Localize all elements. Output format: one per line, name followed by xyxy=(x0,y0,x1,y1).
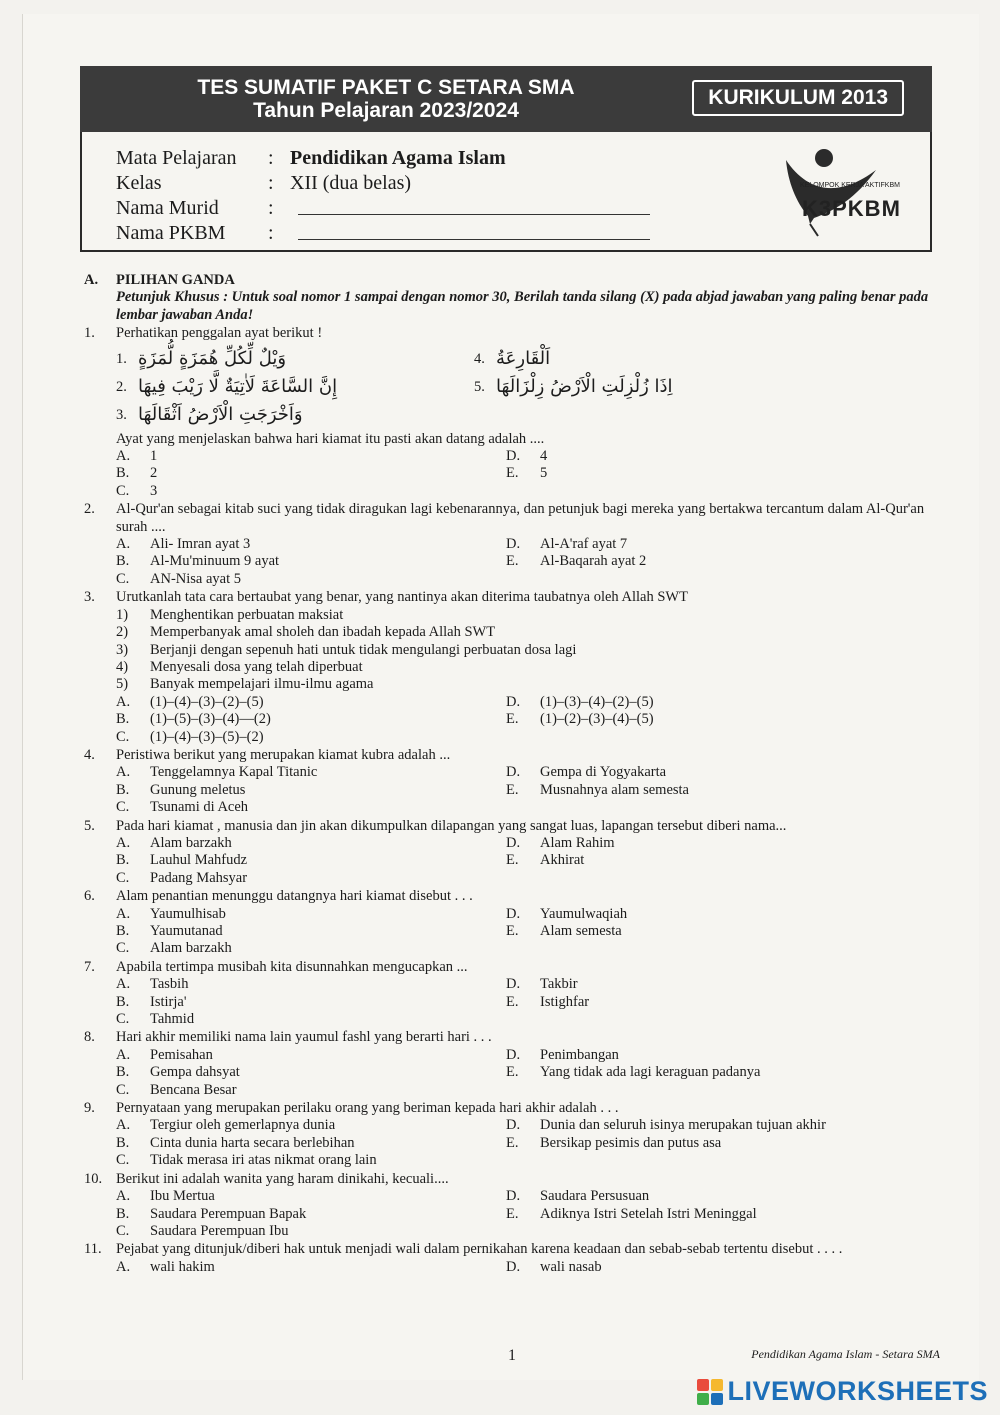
answer-option[interactable] xyxy=(116,536,506,553)
field-value: Pendidikan Agama Islam xyxy=(290,147,506,169)
header-field-row xyxy=(116,196,650,221)
option-letter: A. xyxy=(116,1188,131,1205)
option-text: Tsunami di Aceh xyxy=(150,799,249,816)
option-text: Tasbih xyxy=(150,976,189,993)
answer-option[interactable] xyxy=(116,694,506,711)
answer-option[interactable] xyxy=(506,448,940,465)
question-text: Apabila tertimpa musibah kita disunnahkan mengucapkan ... xyxy=(116,958,468,975)
answer-options xyxy=(116,1047,940,1099)
option-letter: C. xyxy=(116,1222,130,1239)
option-letter: E. xyxy=(506,711,519,728)
answer-options xyxy=(116,835,940,887)
answer-option[interactable] xyxy=(116,1206,506,1223)
question-item xyxy=(84,888,940,958)
option-text: Bersikap pesimis dan putus asa xyxy=(540,1134,722,1151)
answer-option[interactable] xyxy=(506,1047,940,1064)
answer-option[interactable] xyxy=(116,1064,506,1081)
step-number: 1) xyxy=(116,606,129,623)
option-text: (1)–(3)–(4)–(2)–(5) xyxy=(540,693,654,710)
option-text: 1 xyxy=(150,448,158,465)
answer-option[interactable] xyxy=(506,1135,940,1152)
question-item xyxy=(84,747,940,817)
arabic-verse xyxy=(116,347,474,371)
step-text: Menghentikan perbuatan maksiat xyxy=(150,606,344,623)
option-text: Al-Baqarah ayat 2 xyxy=(540,553,647,570)
option-letter: A. xyxy=(116,1117,131,1134)
arabic-verse xyxy=(116,403,474,427)
verse-text: إِنَّ السَّاعَةَ لَاٰتِيَةٌ لَّا رَيْبَ فِيهَا xyxy=(138,375,338,397)
question-stem xyxy=(84,1100,940,1117)
answer-options xyxy=(116,448,940,500)
field-label: Mata Pelajaran xyxy=(116,147,237,169)
answer-option[interactable] xyxy=(506,994,940,1011)
question-text: Perhatikan penggalan ayat berikut ! xyxy=(116,325,323,342)
option-letter: D. xyxy=(506,693,521,710)
question-item xyxy=(84,325,940,500)
answer-option[interactable] xyxy=(506,835,940,852)
option-letter: E. xyxy=(506,1205,519,1222)
option-letter: C. xyxy=(116,1081,130,1098)
answer-option[interactable] xyxy=(116,1188,506,1205)
header-field-row xyxy=(116,221,650,246)
question-stem xyxy=(84,1029,940,1046)
option-letter: B. xyxy=(116,1134,130,1151)
question-item xyxy=(84,1241,940,1276)
answer-option[interactable] xyxy=(506,782,940,799)
step-text: Memperbanyak amal sholeh dan ibadah kepada Allah SWT xyxy=(150,624,496,641)
section-title: PILIHAN GANDA xyxy=(116,272,235,288)
option-spacer xyxy=(506,571,940,588)
option-letter: A. xyxy=(116,1258,131,1275)
option-text: Pemisahan xyxy=(150,1046,213,1063)
option-letter: B. xyxy=(116,711,130,728)
option-letter: C. xyxy=(116,570,130,587)
question-stem xyxy=(84,747,940,764)
option-letter: D. xyxy=(506,536,521,553)
verse-text: وَاَخْرَجَتِ الْاَرْضُ اَثْقَالَهَا xyxy=(138,403,303,425)
step-item xyxy=(116,676,940,693)
option-letter: B. xyxy=(116,1064,130,1081)
option-letter: C. xyxy=(116,482,130,499)
option-text: Penimbangan xyxy=(540,1046,619,1063)
question-number: 10. xyxy=(84,1170,103,1187)
step-item xyxy=(116,607,940,624)
section-heading xyxy=(84,272,940,289)
field-separator: : xyxy=(268,222,274,244)
question-item xyxy=(84,959,940,1029)
option-letter: C. xyxy=(116,1011,130,1028)
option-letter: D. xyxy=(506,1188,521,1205)
step-number: 5) xyxy=(116,676,129,693)
option-text: Istighfar xyxy=(540,993,590,1010)
answer-option[interactable] xyxy=(506,694,940,711)
field-label: Kelas xyxy=(116,172,162,194)
question-text: Pejabat yang ditunjuk/diberi hak untuk menjadi wali dalam pernikahan karena keadaan dan sebab-sebab tertentu disebut . . . . xyxy=(116,1241,843,1258)
answer-options xyxy=(116,764,940,816)
answer-option[interactable] xyxy=(116,1259,506,1276)
option-letter: A. xyxy=(116,536,131,553)
option-text: Gunung meletus xyxy=(150,781,246,798)
option-spacer xyxy=(506,483,940,500)
option-letter: D. xyxy=(506,764,521,781)
option-letter: B. xyxy=(116,923,130,939)
pen-logo-icon xyxy=(766,140,916,240)
answer-options xyxy=(116,906,940,958)
verse-number: 3. xyxy=(116,406,127,423)
question-stem xyxy=(84,325,940,342)
field-separator: : xyxy=(268,197,274,219)
question-stem xyxy=(84,1241,940,1258)
option-letter: B. xyxy=(116,852,130,869)
question-text: Berikut ini adalah wanita yang haram dinikahi, kecuali.... xyxy=(116,1170,449,1187)
question-text: Hari akhir memiliki nama lain yaumul fashl yang berarti hari . . . xyxy=(116,1029,492,1046)
option-text: Saudara Persusuan xyxy=(540,1188,650,1205)
option-letter: E. xyxy=(506,465,519,482)
answer-option[interactable] xyxy=(116,994,506,1011)
header-banner xyxy=(80,66,932,132)
answer-option[interactable] xyxy=(116,764,506,781)
answer-options xyxy=(116,1188,940,1240)
answer-option[interactable] xyxy=(116,448,506,465)
field-label: Nama Murid xyxy=(116,197,219,219)
question-text: Al-Qur'an sebagai kitab suci yang tidak diragukan lagi kebenarannya, dan petunjuk bagi mereka yang bertakwa tercantum dalam Al-Qur'an surah .... xyxy=(116,501,925,535)
question-item xyxy=(84,1171,940,1241)
title-line-2: Tahun Pelajaran 2023/2024 xyxy=(253,99,519,122)
question-text: Pernyataan yang merupakan perilaku orang yang beriman kepada hari akhir adalah . . . xyxy=(116,1100,619,1117)
answer-option[interactable] xyxy=(116,1223,506,1240)
option-text: Alam semesta xyxy=(540,923,622,939)
answer-options xyxy=(116,976,940,1028)
step-number: 3) xyxy=(116,641,129,658)
answer-option[interactable] xyxy=(506,976,940,993)
verse-number: 2. xyxy=(116,378,127,395)
option-letter: E. xyxy=(506,1134,519,1151)
option-letter: E. xyxy=(506,1064,519,1081)
option-letter: E. xyxy=(506,923,519,939)
page-number: 1 xyxy=(508,1347,516,1364)
option-letter: D. xyxy=(506,1258,521,1275)
answer-option[interactable] xyxy=(506,465,940,482)
logo-caption: KELOMPOK KERJA AKTIFKBM xyxy=(800,182,900,189)
arabic-verse xyxy=(474,347,940,371)
answer-option[interactable] xyxy=(116,553,506,570)
option-text: Lauhul Mahfudz xyxy=(150,852,248,869)
option-text: Tenggelamnya Kapal Titanic xyxy=(150,764,318,781)
question-stem xyxy=(84,818,940,835)
option-spacer xyxy=(506,1223,940,1240)
option-spacer xyxy=(506,1152,940,1169)
option-letter: B. xyxy=(116,553,130,570)
curriculum-badge: KURIKULUM 2013 xyxy=(692,80,904,116)
answer-option[interactable] xyxy=(116,870,506,887)
verse-number: 5. xyxy=(474,378,485,395)
option-spacer xyxy=(506,870,940,887)
k3pkbm-logo xyxy=(766,140,916,240)
answer-option[interactable] xyxy=(116,1082,506,1099)
option-text: Cinta dunia harta secara berlebihan xyxy=(150,1134,355,1151)
arabic-verses xyxy=(116,347,940,427)
answer-option[interactable] xyxy=(506,906,940,923)
field-blank-line[interactable] xyxy=(298,196,650,215)
answer-option[interactable] xyxy=(506,711,940,728)
option-text: Yaumulwaqiah xyxy=(540,905,628,922)
option-text: Saudara Perempuan Ibu xyxy=(150,1222,289,1239)
verse-text: اَلْقَارِعَةُ xyxy=(496,347,551,369)
arabic-verse xyxy=(116,375,474,399)
option-letter: C. xyxy=(116,728,130,745)
verse-number: 1. xyxy=(116,350,127,367)
option-spacer xyxy=(506,940,940,957)
answer-option[interactable] xyxy=(116,483,506,500)
option-text: Bencana Besar xyxy=(150,1081,237,1098)
answer-option[interactable] xyxy=(506,1259,940,1276)
option-text: Yaumutanad xyxy=(150,923,223,939)
step-text: Banyak mempelajari ilmu-ilmu agama xyxy=(150,676,374,693)
answer-options xyxy=(116,1259,940,1276)
step-item xyxy=(116,624,940,641)
step-item xyxy=(116,642,940,659)
option-spacer xyxy=(506,729,940,746)
title-line-1: TES SUMATIF PAKET C SETARA SMA xyxy=(197,76,575,99)
option-letter: A. xyxy=(116,905,131,922)
question-stem xyxy=(84,959,940,976)
answer-option[interactable] xyxy=(506,1117,940,1134)
answer-option[interactable] xyxy=(116,571,506,588)
answer-option[interactable] xyxy=(116,465,506,482)
option-letter: E. xyxy=(506,553,519,570)
option-letter: A. xyxy=(116,976,131,993)
liveworksheets-logo-icon xyxy=(697,1379,723,1405)
option-text: Ibu Mertua xyxy=(150,1188,215,1205)
option-text: 3 xyxy=(150,482,158,499)
step-text: Menyesali dosa yang telah diperbuat xyxy=(150,658,363,675)
option-letter: C. xyxy=(116,1152,130,1169)
option-text: 4 xyxy=(540,448,548,465)
question-number: 5. xyxy=(84,817,95,834)
answer-option[interactable] xyxy=(116,835,506,852)
question-text: Urutkanlah tata cara bertaubat yang benar, yang nantinya akan diterima taubatnya oleh Allah SWT xyxy=(116,589,688,606)
question-number: 11. xyxy=(84,1241,102,1258)
question-stem xyxy=(84,888,940,905)
answer-option[interactable] xyxy=(116,976,506,993)
option-letter: C. xyxy=(116,869,130,886)
question-number: 9. xyxy=(84,1100,95,1117)
option-text: Alam Rahim xyxy=(540,834,615,851)
field-separator: : xyxy=(268,147,274,169)
option-letter: A. xyxy=(116,1046,131,1063)
answer-option[interactable] xyxy=(506,1206,940,1223)
option-text: Takbir xyxy=(540,976,578,993)
question-prompt: Ayat yang menjelaskan bahwa hari kiamat itu pasti akan datang adalah .... xyxy=(116,430,545,447)
step-list xyxy=(116,607,940,694)
option-text: Al-Mu'minuum 9 ayat xyxy=(150,553,280,570)
liveworksheets-brand[interactable] xyxy=(697,1376,988,1407)
option-spacer xyxy=(506,1011,940,1028)
answer-option[interactable] xyxy=(116,711,506,728)
field-blank-line[interactable] xyxy=(298,221,650,240)
option-letter: A. xyxy=(116,834,131,851)
option-spacer xyxy=(506,1082,940,1099)
field-separator: : xyxy=(268,172,274,194)
option-text: Tergiur oleh gemerlapnya dunia xyxy=(150,1117,336,1134)
question-number: 2. xyxy=(84,501,95,518)
option-text: wali hakim xyxy=(150,1258,215,1275)
question-number: 8. xyxy=(84,1029,95,1046)
answer-option[interactable] xyxy=(116,1011,506,1028)
logo-text: K3PKBM xyxy=(802,196,901,221)
answer-option[interactable] xyxy=(116,1117,506,1134)
option-letter: E. xyxy=(506,781,519,798)
question-number: 6. xyxy=(84,888,95,905)
option-letter: E. xyxy=(506,852,519,869)
question-item xyxy=(84,501,940,588)
answer-option[interactable] xyxy=(116,729,506,746)
step-item xyxy=(116,659,940,676)
answer-option[interactable] xyxy=(116,852,506,869)
option-text: Akhirat xyxy=(540,852,585,869)
option-text: Saudara Perempuan Bapak xyxy=(150,1205,307,1222)
option-text: Alam barzakh xyxy=(150,834,232,851)
footer-subject: Pendidikan Agama Islam - Setara SMA xyxy=(751,1347,940,1361)
answer-option[interactable] xyxy=(506,536,940,553)
answer-option[interactable] xyxy=(506,553,940,570)
option-letter: A. xyxy=(116,693,131,710)
option-letter: C. xyxy=(116,940,130,957)
answer-option[interactable] xyxy=(116,1135,506,1152)
question-number: 3. xyxy=(84,589,95,606)
answer-option[interactable] xyxy=(116,1047,506,1064)
option-text: Musnahnya alam semesta xyxy=(540,781,689,798)
step-number: 4) xyxy=(116,658,129,675)
question-item xyxy=(84,1100,940,1170)
answer-option[interactable] xyxy=(506,1188,940,1205)
question-item xyxy=(84,818,940,888)
option-letter: D. xyxy=(506,976,521,993)
verse-text: اِذَا زُلْزِلَتِ الْاَرْضُ زِلْزَالَهَا xyxy=(496,375,673,397)
question-number: 4. xyxy=(84,746,95,763)
option-text: 5 xyxy=(540,465,548,482)
answer-option[interactable] xyxy=(116,923,506,940)
field-value: XII (dua belas) xyxy=(290,172,412,194)
option-text: Al-A'raf ayat 7 xyxy=(540,536,628,553)
option-text: (1)–(4)–(3)–(5)–(2) xyxy=(150,728,264,745)
option-text: Tidak merasa iri atas nikmat orang lain xyxy=(150,1152,377,1169)
option-text: (1)–(4)–(3)–(2)–(5) xyxy=(150,693,264,710)
option-text: Padang Mahsyar xyxy=(150,869,248,886)
option-text: Gempa di Yogyakarta xyxy=(540,764,667,781)
option-letter: B. xyxy=(116,465,130,482)
header-field-row xyxy=(116,171,650,196)
option-text: (1)–(2)–(3)–(4)–(5) xyxy=(540,711,654,728)
answer-option[interactable] xyxy=(116,782,506,799)
option-letter: B. xyxy=(116,1205,130,1222)
option-text: Alam barzakh xyxy=(150,940,232,957)
option-text: wali nasab xyxy=(540,1258,602,1275)
answer-option[interactable] xyxy=(116,940,506,957)
option-letter: C. xyxy=(116,799,130,816)
verse-text: وَيْلٌ لِّكُلِّ هُمَزَةٍ لُّمَزَةٍ xyxy=(138,347,287,369)
answer-option[interactable] xyxy=(506,923,940,940)
question-stem xyxy=(84,589,940,606)
question-text: Peristiwa berikut yang merupakan kiamat kubra adalah ... xyxy=(116,746,451,763)
answer-options xyxy=(116,536,940,588)
answer-options xyxy=(116,1117,940,1169)
option-text: Tahmid xyxy=(150,1011,195,1028)
answer-option[interactable] xyxy=(116,799,506,816)
option-text: Gempa dahsyat xyxy=(150,1064,240,1081)
field-label: Nama PKBM xyxy=(116,222,226,244)
question-item xyxy=(84,1029,940,1099)
option-letter: D. xyxy=(506,905,521,922)
step-text: Berjanji dengan sepenuh hati untuk tidak mengulangi perbuatan dosa lagi xyxy=(150,641,577,658)
option-text: Dunia dan seluruh isinya merupakan tujuan akhir xyxy=(540,1117,826,1134)
question-number: 7. xyxy=(84,958,95,975)
header-title xyxy=(166,76,606,122)
answer-option[interactable] xyxy=(506,1064,940,1081)
header-info-box xyxy=(80,132,932,252)
option-letter: D. xyxy=(506,1046,521,1063)
option-letter: E. xyxy=(506,993,519,1010)
option-text: Yaumulhisab xyxy=(150,905,226,922)
option-letter: D. xyxy=(506,1117,521,1134)
answer-option[interactable] xyxy=(506,764,940,781)
question-list xyxy=(84,325,940,1276)
answer-option[interactable] xyxy=(506,852,940,869)
section-number: A. xyxy=(84,272,99,288)
answer-option[interactable] xyxy=(116,906,506,923)
option-letter: D. xyxy=(506,834,521,851)
option-text: (1)–(5)–(3)–(4)—(2) xyxy=(150,711,271,728)
option-letter: D. xyxy=(506,448,521,465)
step-number: 2) xyxy=(116,624,129,641)
option-letter: B. xyxy=(116,781,130,798)
verse-number: 4. xyxy=(474,350,485,367)
arabic-verse xyxy=(474,375,940,399)
question-number: 1. xyxy=(84,325,95,342)
question-text: Pada hari kiamat , manusia dan jin akan dikumpulkan dilapangan yang sangat luas, lapangan tersebut diberi nama... xyxy=(116,817,787,834)
option-text: AN-Nisa ayat 5 xyxy=(150,570,242,587)
question-section xyxy=(84,272,940,1276)
question-text: Alam penantian menunggu datangnya hari kiamat disebut . . . xyxy=(116,888,473,905)
option-letter: B. xyxy=(116,993,130,1010)
question-item xyxy=(84,589,940,746)
section-instruction: Petunjuk Khusus : Untuk soal nomor 1 sampai dengan nomor 30, Berilah tanda silang (X) pada abjad jawaban yang paling benar pada lembar jawaban Anda! xyxy=(116,289,929,323)
header-field-row xyxy=(116,146,650,171)
option-text: Yang tidak ada lagi keraguan padanya xyxy=(540,1064,761,1081)
header-fields xyxy=(116,146,650,246)
option-text: 2 xyxy=(150,465,158,482)
option-text: Ali- Imran ayat 3 xyxy=(150,536,251,553)
brand-text: LIVEWORKSHEETS xyxy=(727,1376,988,1406)
option-spacer xyxy=(506,799,940,816)
answer-options xyxy=(116,694,940,746)
arabic-verse xyxy=(474,403,940,427)
option-letter: A. xyxy=(116,764,131,781)
option-text: Adiknya Istri Setelah Istri Meninggal xyxy=(540,1205,757,1222)
question-stem xyxy=(84,501,940,536)
option-text: Istirja' xyxy=(150,993,187,1010)
question-stem xyxy=(84,1171,940,1188)
answer-option[interactable] xyxy=(116,1152,506,1169)
option-letter: A. xyxy=(116,448,131,465)
